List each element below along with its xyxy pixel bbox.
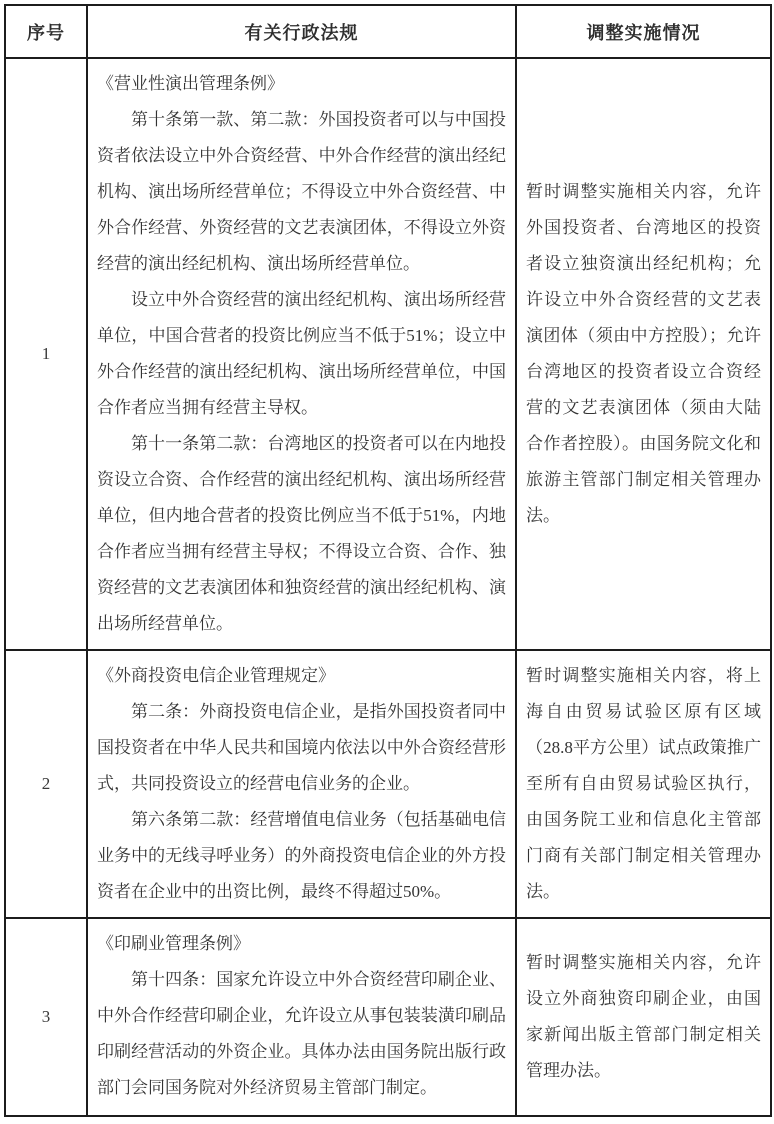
regulation-title: 《印刷业管理条例》 [97, 934, 250, 953]
regulation-cell [87, 650, 516, 918]
regulation-cell [87, 58, 516, 650]
regulations-table [4, 4, 772, 1117]
regulation-paragraph: 第十条第一款、第二款：外国投资者可以与中国投资者依法设立中外合资经营、中外合作经营的演出经纪机构、演出场所经营单位；不得设立中外合资经营、中外合作经营、外资经营的文艺表演团体，不得设立外资经营的演出经纪机构、演出场所经营单位。 [97, 110, 506, 273]
implementation-cell [516, 918, 771, 1116]
regulation-paragraph: 第十四条：国家允许设立中外合资经营印刷企业、中外合作经营印刷企业，允许设立从事包装装潢印刷品印刷经营活动的外资企业。具体办法由国务院出版行政部门会同国务院对外经济贸易主管部门制定。 [97, 970, 506, 1097]
table-row [5, 918, 771, 1116]
implementation-cell [516, 58, 771, 650]
serial-number-cell: 2 [5, 650, 87, 918]
column-header-implementation: 调整实施情况 [516, 5, 771, 58]
regulation-paragraph: 第六条第二款：经营增值电信业务（包括基础电信业务中的无线寻呼业务）的外商投资电信企业的外方投资者在企业中的出资比例，最终不得超过50%。 [97, 810, 506, 901]
column-header-regulation: 有关行政法规 [87, 5, 516, 58]
implementation-text: 暂时调整实施相关内容，允许设立外商独资印刷企业，由国家新闻出版主管部门制定相关管理办法。 [526, 953, 761, 1080]
regulation-title: 《外商投资电信企业管理规定》 [97, 666, 335, 685]
regulation-title: 《营业性演出管理条例》 [97, 74, 284, 93]
serial-number-cell: 1 [5, 58, 87, 650]
serial-number-cell: 3 [5, 918, 87, 1116]
regulation-paragraph: 第十一条第二款：台湾地区的投资者可以在内地投资设立合资、合作经营的演出经纪机构、演出场所经营单位，但内地合营者的投资比例应当不低于51%，内地合作者应当拥有经营主导权；不得设立合资、合作、独资经营的文艺表演团体和独资经营的演出经纪机构、演出场所经营单位。 [97, 434, 506, 633]
column-header-serial: 序号 [5, 5, 87, 58]
regulation-paragraph: 设立中外合资经营的演出经纪机构、演出场所经营单位，中国合营者的投资比例应当不低于51%；设立中外合作经营的演出经纪机构、演出场所经营单位，中国合作者应当拥有经营主导权。 [97, 290, 506, 417]
table-row [5, 650, 771, 918]
regulation-paragraph: 第二条：外商投资电信企业，是指外国投资者同中国投资者在中华人民共和国境内依法以中外合资经营形式，共同投资设立的经营电信业务的企业。 [97, 702, 506, 793]
implementation-text: 暂时调整实施相关内容，将上海自由贸易试验区原有区域（28.8平方公里）试点政策推广至所有自由贸易试验区执行，由国务院工业和信息化主管部门商有关部门制定相关管理办法。 [526, 666, 761, 901]
regulation-cell [87, 918, 516, 1116]
implementation-text: 暂时调整实施相关内容，允许外国投资者、台湾地区的投资者设立独资演出经纪机构；允许设立中外合资经营的文艺表演团体（须由中方控股）；允许台湾地区的投资者设立合资经营的文艺表演团体（须由大陆合作者控股）。由国务院文化和旅游主管部门制定相关管理办法。 [526, 182, 761, 525]
header-row [5, 5, 771, 58]
table-row [5, 58, 771, 650]
implementation-cell [516, 650, 771, 918]
